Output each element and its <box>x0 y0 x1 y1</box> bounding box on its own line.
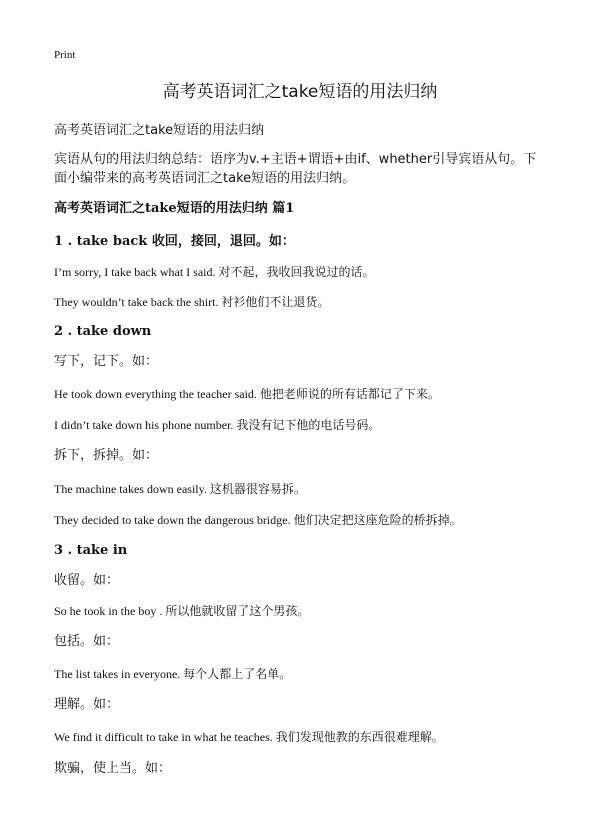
document-title: 高考英语词汇之take短语的用法归纳 <box>162 82 438 102</box>
item-2-example-1: He took down everything the teacher said. 他把老师说的所有话都记了下来。 <box>54 387 440 401</box>
document-subtitle: 高考英语词汇之take短语的用法归纳 <box>54 123 265 138</box>
item-1-example-2: They wouldn’t take back the shirt. 衬衫他们不让退货。 <box>54 295 330 309</box>
item-1-example-1: I’m sorry, I take back what I said. 对不起，我收回我说过的话。 <box>54 265 375 279</box>
item-3-example-3: We find it difficult to take in what he teaches. 我们发现他教的东西很难理解。 <box>54 730 444 744</box>
section-heading: 高考英语词汇之take短语的用法归纳 篇1 <box>54 201 295 216</box>
print-label[interactable]: Print <box>54 49 76 61</box>
item-2-sense-1: 写下，记下。如： <box>54 354 159 369</box>
item-3-sense-4: 欺骗，使上当。如： <box>54 761 172 776</box>
item-3-example-1: So he took in the boy . 所以他就收留了这个男孩。 <box>54 604 310 618</box>
intro-line-1: 宾语从句的用法归纳总结：语序为v.+主语+谓语+由if、whether引导宾语从句。下 <box>54 152 537 167</box>
item-1-heading: 1 . take back 收回，接回，退回。如： <box>54 234 295 249</box>
item-3-sense-1: 收留。如： <box>54 573 120 588</box>
intro-line-2: 面小编带来的高考英语词汇之take短语的用法归纳。 <box>54 171 356 186</box>
item-2-example-2: I didn’t take down his phone number. 我没有记下他的电话号码。 <box>54 418 381 432</box>
item-3-heading: 3 . take in <box>54 543 128 558</box>
item-3-sense-2: 包括。如： <box>54 634 120 649</box>
item-2-sense-2: 拆下，拆掉。如： <box>54 448 159 463</box>
item-2-example-4: They decided to take down the dangerous bridge. 他们决定把这座危险的桥拆掉。 <box>54 513 462 527</box>
item-3-example-2: The list takes in everyone. 每个人都上了名单。 <box>54 667 292 681</box>
item-3-sense-3: 理解。如： <box>54 697 120 712</box>
item-2-heading: 2 . take down <box>54 324 152 339</box>
item-2-example-3: The machine takes down easily. 这机器很容易拆。 <box>54 482 306 496</box>
